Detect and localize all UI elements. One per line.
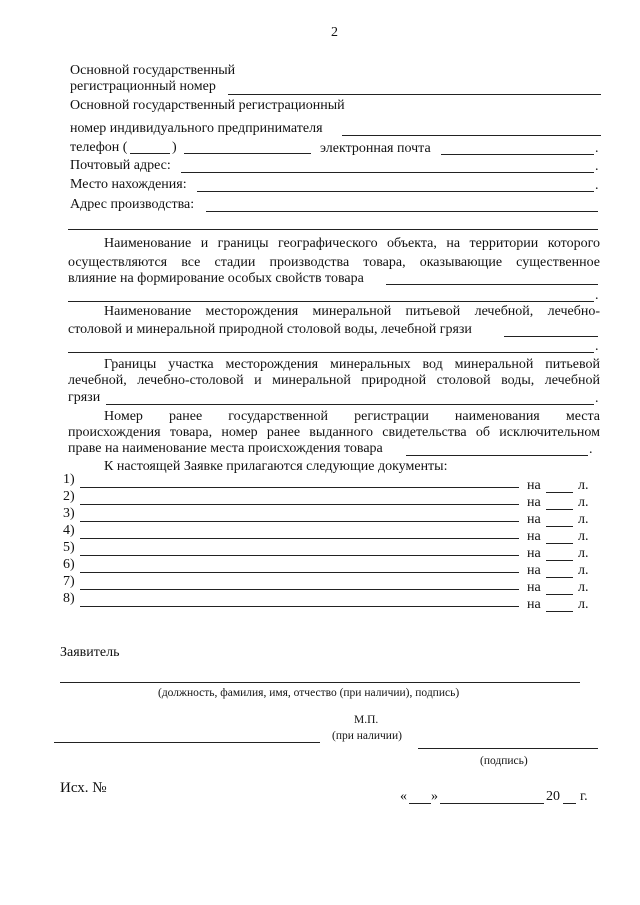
doc-item-field[interactable] bbox=[80, 504, 519, 505]
doc-item-sheets: л. bbox=[578, 529, 589, 544]
seal-note: (при наличии) bbox=[332, 730, 402, 742]
date-open-quote: « bbox=[400, 789, 407, 804]
doc-item-number: 2) bbox=[63, 489, 75, 504]
year-prefix: 20 bbox=[546, 789, 560, 804]
ogrn-label-line1: Основной государственный bbox=[70, 63, 236, 78]
geo-text-line1: Наименование и границы географического объекта, на территории которого bbox=[104, 236, 600, 251]
doc-item-field[interactable] bbox=[80, 538, 519, 539]
seal-left-field[interactable] bbox=[54, 742, 320, 743]
doc-item-field[interactable] bbox=[80, 521, 519, 522]
applicant-caption: (должность, фамилия, имя, отчество (при наличии), подпись) bbox=[158, 687, 460, 699]
prev-text-line1: Номер ранее государственной регистрации наименования места bbox=[104, 409, 600, 424]
doc-item-on: на bbox=[527, 529, 541, 544]
signature-caption: (подпись) bbox=[480, 755, 528, 767]
doc-item-pages-field[interactable] bbox=[546, 594, 573, 595]
date-year-field[interactable] bbox=[563, 803, 576, 804]
date-close-quote: » bbox=[431, 789, 438, 804]
doc-item-on: на bbox=[527, 580, 541, 595]
geo-period: . bbox=[595, 288, 599, 303]
postal-period: . bbox=[595, 159, 599, 174]
signature-field[interactable] bbox=[418, 748, 598, 749]
date-day-field[interactable] bbox=[409, 803, 431, 804]
doc-item-field[interactable] bbox=[80, 606, 519, 607]
doc-item-field[interactable] bbox=[80, 555, 519, 556]
borders-text-line2: лечебной, лечебно-столовой и минеральной природной столовой воды, лечебной bbox=[68, 373, 600, 388]
doc-item-number: 4) bbox=[63, 523, 75, 538]
doc-item-on: на bbox=[527, 546, 541, 561]
doc-item-pages-field[interactable] bbox=[546, 577, 573, 578]
doc-item-sheets: л. bbox=[578, 546, 589, 561]
geo-text-line3: влияние на формирование особых свойств товара bbox=[68, 271, 364, 286]
ogrnip-label-line1: Основной государственный регистрационный bbox=[70, 98, 345, 113]
doc-item-on: на bbox=[527, 563, 541, 578]
outgoing-label: Исх. № bbox=[60, 780, 107, 796]
doc-item-field[interactable] bbox=[80, 572, 519, 573]
applicant-label: Заявитель bbox=[60, 645, 120, 660]
doc-item-pages-field[interactable] bbox=[546, 492, 573, 493]
doc-item-sheets: л. bbox=[578, 580, 589, 595]
prev-text-line3: праве на наименование места происхождения товара bbox=[68, 441, 383, 456]
borders-text-line3: грязи bbox=[68, 390, 101, 405]
date-month-field[interactable] bbox=[440, 803, 544, 804]
doc-item-number: 5) bbox=[63, 540, 75, 555]
doc-item-sheets: л. bbox=[578, 597, 589, 612]
year-suffix: г. bbox=[580, 789, 588, 804]
doc-item-number: 8) bbox=[63, 591, 75, 606]
doc-item-pages-field[interactable] bbox=[546, 526, 573, 527]
doc-item-field[interactable] bbox=[80, 487, 519, 488]
page-number: 2 bbox=[331, 25, 338, 40]
phone-close-paren: ) bbox=[172, 140, 177, 155]
location-period: . bbox=[595, 178, 599, 193]
doc-item-pages-field[interactable] bbox=[546, 611, 573, 612]
doc-item-number: 6) bbox=[63, 557, 75, 572]
doc-item-on: на bbox=[527, 495, 541, 510]
doc-item-sheets: л. bbox=[578, 563, 589, 578]
doc-item-sheets: л. bbox=[578, 512, 589, 527]
deposit-text-line2: столовой и минеральной природной столовой воды, лечебной грязи bbox=[68, 322, 472, 337]
geo-text-line2: осуществляются все стадии производства товара, оказывающие существенное bbox=[68, 255, 600, 270]
borders-period: . bbox=[595, 391, 599, 406]
deposit-period: . bbox=[595, 339, 599, 354]
doc-item-number: 3) bbox=[63, 506, 75, 521]
email-label: электронная почта bbox=[320, 141, 431, 156]
deposit-text-line1: Наименование месторождения минеральной питьевой лечебной, лечебно- bbox=[104, 304, 600, 319]
doc-item-field[interactable] bbox=[80, 589, 519, 590]
production-label: Адрес производства: bbox=[70, 197, 195, 212]
doc-item-on: на bbox=[527, 478, 541, 493]
doc-item-sheets: л. bbox=[578, 495, 589, 510]
doc-item-number: 7) bbox=[63, 574, 75, 589]
doc-item-on: на bbox=[527, 597, 541, 612]
doc-item-number: 1) bbox=[63, 472, 75, 487]
doc-item-sheets: л. bbox=[578, 478, 589, 493]
location-label: Место нахождения: bbox=[70, 177, 187, 192]
ogrnip-label-line2: номер индивидуального предпринимателя bbox=[70, 121, 323, 136]
seal-label: М.П. bbox=[354, 714, 379, 726]
doc-item-on: на bbox=[527, 512, 541, 527]
prev-period: . bbox=[589, 442, 593, 457]
doc-item-pages-field[interactable] bbox=[546, 560, 573, 561]
phone-label: телефон ( bbox=[70, 140, 128, 155]
email-period: . bbox=[595, 141, 599, 156]
postal-label: Почтовый адрес: bbox=[70, 158, 171, 173]
borders-text-line1: Границы участка месторождения минеральных вод минеральной питьевой bbox=[104, 357, 600, 372]
docs-intro: К настоящей Заявке прилагаются следующие документы: bbox=[104, 459, 448, 474]
applicant-field[interactable] bbox=[60, 682, 580, 683]
ogrn-label-line2: регистрационный номер bbox=[70, 79, 216, 94]
doc-item-pages-field[interactable] bbox=[546, 543, 573, 544]
prev-text-line2: происхождения товара, номер ранее выданного свидетельства об исключительном bbox=[68, 425, 600, 440]
doc-item-pages-field[interactable] bbox=[546, 509, 573, 510]
